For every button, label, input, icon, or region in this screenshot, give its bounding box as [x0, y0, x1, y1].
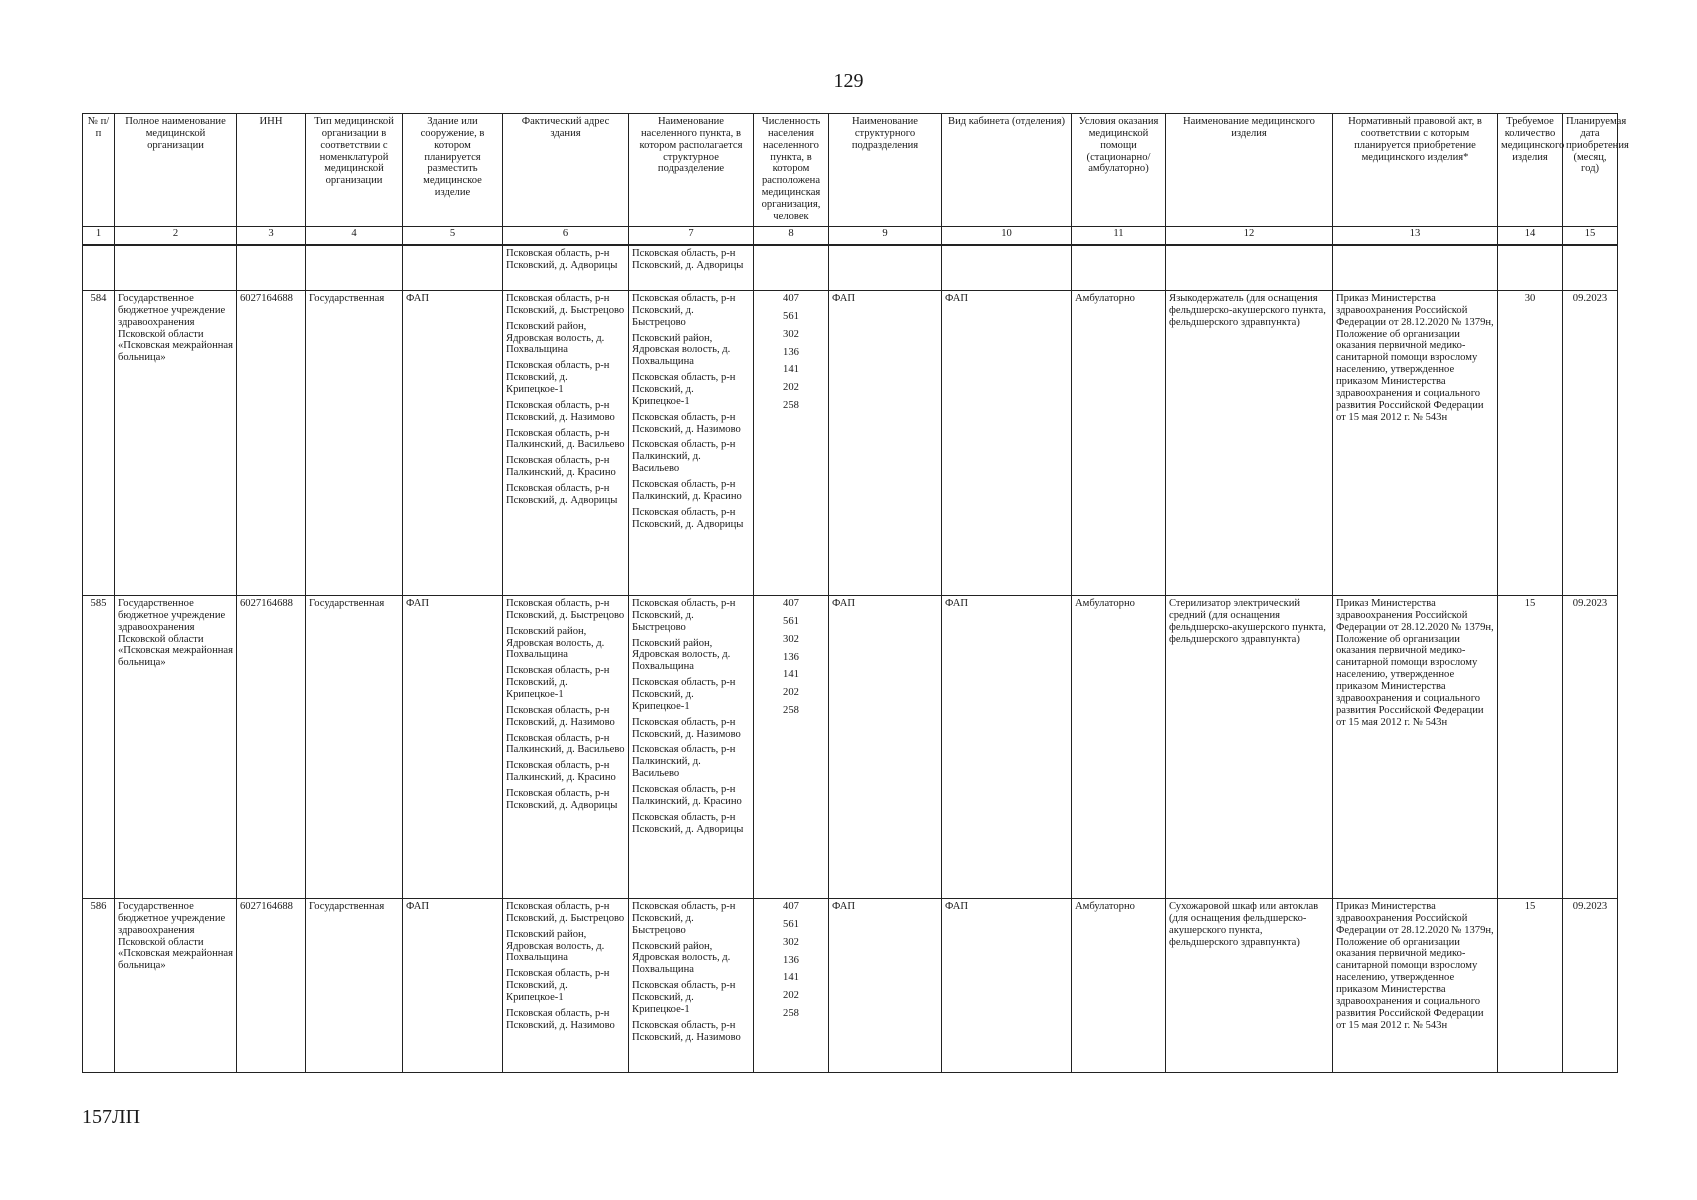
- population-value: 202: [783, 382, 799, 394]
- care-conditions: Амбулаторно: [1072, 899, 1166, 1073]
- header-cell: Тип медицинской организации в соответствии с номенклатурой медицинской организации: [306, 114, 403, 227]
- population-value: 302: [783, 936, 799, 948]
- organization-name: Государственное бюджетное учреждение здравоохранения Псковской области «Псковская межрайонная больница»: [115, 596, 237, 899]
- table-cell: [1166, 245, 1333, 291]
- address-cell: [503, 596, 629, 899]
- settlement-item: Псковская область, р-н Палкинский, д. Красино: [632, 479, 742, 502]
- table-cell: [1563, 245, 1618, 291]
- population-value: 141: [783, 972, 799, 984]
- column-number: 12: [1166, 227, 1333, 246]
- address-item: Псковская область, р-н Псковский, д. Крипецкое-1: [506, 360, 610, 396]
- table-cell: [754, 245, 829, 291]
- column-number: 14: [1498, 227, 1563, 246]
- header-cell: Требуемое количество медицинского изделия: [1498, 114, 1563, 227]
- address-item: Псковская область, р-н Псковский, д. Назимово: [506, 1007, 615, 1031]
- settlement-item: Псковская область, р-н Псковский, д. Быстрецово: [632, 901, 736, 936]
- column-number: 7: [629, 227, 754, 246]
- column-number: 1: [83, 227, 115, 246]
- address-item: Псковская область, р-н Палкинский, д. Красино: [506, 455, 616, 479]
- table-row: [83, 596, 1618, 899]
- quantity-cell: 30: [1498, 291, 1563, 596]
- header-cell: Нормативный правовой акт, в соответствии с которым планируется приобретение медицинского изделия*: [1333, 114, 1498, 227]
- cabinet-type: ФАП: [942, 899, 1072, 1073]
- table-cell: [1333, 245, 1498, 291]
- header-cell: Численность населения населенного пункта, в котором расположена медицинская организация, человек: [754, 114, 829, 227]
- settlement-cell: Псковская область, р-н Псковский, д. Адворицы: [629, 245, 754, 291]
- population-value: 407: [783, 901, 799, 912]
- address-cell: Псковская область, р-н Псковский, д. Адворицы: [503, 245, 629, 291]
- population-cell: [754, 291, 829, 596]
- population-value: 407: [783, 293, 799, 304]
- header-cell: Полное наименование медицинской организации: [115, 114, 237, 227]
- address-item: Псковская область, р-н Псковский, д. Быстрецово: [506, 293, 625, 316]
- building-cell: ФАП: [403, 291, 503, 596]
- population-cell: [754, 596, 829, 899]
- column-number: 6: [503, 227, 629, 246]
- column-number: 3: [237, 227, 306, 246]
- column-number: 11: [1072, 227, 1166, 246]
- structural-unit: ФАП: [829, 899, 942, 1073]
- settlement-cell: [629, 899, 754, 1073]
- address-item: Псковская область, р-н Палкинский, д. Красино: [506, 760, 616, 784]
- header-cell: Вид кабинета (отделения): [942, 114, 1072, 227]
- organization-type: Государственная: [306, 596, 403, 899]
- header-row: [83, 114, 1618, 227]
- continuation-row: [83, 245, 1618, 291]
- population-value: 202: [783, 687, 799, 699]
- population-value: 302: [783, 633, 799, 645]
- settlement-item: Псковская область, р-н Палкинский, д. Васильево: [632, 744, 736, 780]
- table-cell: [83, 245, 115, 291]
- device-name: Стерилизатор электрический средний (для оснащения фельдшерско-акушерского пункта, фельдшерского здравпункта): [1166, 596, 1333, 899]
- device-name: Языкодержатель (для оснащения фельдшерско-акушерского пункта, фельдшерского здравпункта): [1166, 291, 1333, 596]
- settlement-item: Псковская область, р-н Псковский, д. Быстрецово: [632, 293, 736, 328]
- population-value: 136: [783, 651, 799, 663]
- device-name: Сухожаровой шкаф или автоклав (для оснащения фельдшерско-акушерского пункта, фельдшерского здравпункта): [1166, 899, 1333, 1073]
- header-cell: Наименование населенного пункта, в котором располагается структурное подразделение: [629, 114, 754, 227]
- address-item: Псковская область, р-н Псковский, д. Адворицы: [506, 788, 618, 811]
- table-cell: [1498, 245, 1563, 291]
- settlement-cell: [629, 291, 754, 596]
- population-value: 136: [783, 954, 799, 966]
- population-value: 258: [783, 400, 799, 412]
- table-cell: [829, 245, 942, 291]
- address-item: Псковская область, р-н Псковский, д. Назимово: [506, 399, 615, 423]
- structural-unit: ФАП: [829, 291, 942, 596]
- cabinet-type: ФАП: [942, 291, 1072, 596]
- legal-act: Приказ Министерства здравоохранения Российской Федерации от 28.12.2020 № 1379н, Положение об организации оказания первичной медико-санитарной помощи взрослому населению, утвержденное приказом Министерства здравоохранения и социального развития Российской Федерации от 15 мая 2012 г. № 543н: [1333, 899, 1498, 1073]
- organization-type: Государственная: [306, 899, 403, 1073]
- column-number: 8: [754, 227, 829, 246]
- inn-cell: 6027164688: [237, 899, 306, 1073]
- purchase-date: 09.2023: [1563, 291, 1618, 596]
- header-cell: Условия оказания медицинской помощи (стационарно/ амбулаторно): [1072, 114, 1166, 227]
- population-value: 136: [783, 346, 799, 358]
- table-cell: [403, 245, 503, 291]
- organization-type: Государственная: [306, 291, 403, 596]
- settlement-item: Псковский район, Ядровская волость, д. Похвальщина: [632, 940, 731, 976]
- care-conditions: Амбулаторно: [1072, 596, 1166, 899]
- header-cell: Фактический адрес здания: [503, 114, 629, 227]
- header-cell: ИНН: [237, 114, 306, 227]
- table-cell: [115, 245, 237, 291]
- address-item: Псковская область, р-н Псковский, д. Быстрецово: [506, 901, 625, 924]
- address-cell: [503, 291, 629, 596]
- address-item: Псковская область, р-н Псковский, д. Быстрецово: [506, 598, 625, 621]
- population-value: 141: [783, 364, 799, 376]
- purchase-date: 09.2023: [1563, 899, 1618, 1073]
- population-value: 561: [783, 310, 799, 322]
- address-item: Псковская область, р-н Палкинский, д. Васильево: [506, 732, 625, 756]
- address-item: Псковский район, Ядровская волость, д. Похвальщина: [506, 625, 605, 661]
- structural-unit: ФАП: [829, 596, 942, 899]
- settlement-item: Псковский район, Ядровская волость, д. Похвальщина: [632, 332, 731, 368]
- settlement-item: Псковская область, р-н Палкинский, д. Васильево: [632, 439, 736, 475]
- header-cell: № п/п: [83, 114, 115, 227]
- inn-cell: 6027164688: [237, 596, 306, 899]
- row-number: 585: [83, 596, 115, 899]
- population-value: 202: [783, 990, 799, 1002]
- column-number: 10: [942, 227, 1072, 246]
- page-number: 129: [833, 70, 864, 92]
- address-item: Псковская область, р-н Псковский, д. Крипецкое-1: [506, 968, 610, 1004]
- table-row: [83, 291, 1618, 596]
- table-cell: [942, 245, 1072, 291]
- settlement-item: Псковская область, р-н Псковский, д. Адворицы: [632, 811, 744, 835]
- row-number: 584: [83, 291, 115, 596]
- header-cell: Здание или сооружение, в котором планируется разместить медицинское изделие: [403, 114, 503, 227]
- document-code: 157ЛП: [82, 1106, 141, 1128]
- settlement-item: Псковская область, р-н Псковский, д. Крипецкое-1: [632, 372, 736, 407]
- quantity-cell: 15: [1498, 899, 1563, 1073]
- address-item: Псковский район, Ядровская волость, д. Похвальщина: [506, 928, 605, 964]
- column-number: 2: [115, 227, 237, 246]
- address-item: Псковская область, р-н Псковский, д. Адворицы: [506, 483, 618, 506]
- organization-name: Государственное бюджетное учреждение здравоохранения Псковской области «Псковская межрайонная больница»: [115, 899, 237, 1073]
- building-cell: ФАП: [403, 899, 503, 1073]
- row-number: 586: [83, 899, 115, 1073]
- settlement-item: Псковская область, р-н Псковский, д. Быстрецово: [632, 598, 736, 633]
- population-cell: [754, 899, 829, 1073]
- quantity-cell: 15: [1498, 596, 1563, 899]
- column-number: 4: [306, 227, 403, 246]
- address-item: Псковский район, Ядровская волость, д. Похвальщина: [506, 320, 605, 356]
- care-conditions: Амбулаторно: [1072, 291, 1166, 596]
- settlement-item: Псковский район, Ядровская волость, д. Похвальщина: [632, 637, 731, 673]
- legal-act: Приказ Министерства здравоохранения Российской Федерации от 28.12.2020 № 1379н, Положение об организации оказания первичной медико-санитарной помощи взрослому населению, утвержденное приказом Министерства здравоохранения и социального развития Российской Федерации от 15 мая 2012 г. № 543н: [1333, 291, 1498, 596]
- address-item: Псковская область, р-н Палкинский, д. Васильево: [506, 427, 625, 451]
- population-value: 561: [783, 615, 799, 627]
- population-value: 141: [783, 669, 799, 681]
- population-value: 407: [783, 598, 799, 609]
- population-value: 561: [783, 918, 799, 930]
- settlement-item: Псковская область, р-н Псковский, д. Адворицы: [632, 506, 744, 530]
- settlement-item: Псковская область, р-н Псковский, д. Крипецкое-1: [632, 677, 736, 712]
- header-cell: Наименование медицинского изделия: [1166, 114, 1333, 227]
- address-item: Псковская область, р-н Псковский, д. Крипецкое-1: [506, 665, 610, 701]
- address-item: Псковская область, р-н Псковский, д. Назимово: [506, 704, 615, 728]
- settlement-item: Псковская область, р-н Псковский, д. Крипецкое-1: [632, 980, 736, 1015]
- table-row: [83, 899, 1618, 1073]
- settlement-cell: [629, 596, 754, 899]
- header-cell: Планируемая дата приобретения (месяц, год): [1563, 114, 1618, 227]
- header-cell: Наименование структурного подразделения: [829, 114, 942, 227]
- column-number-row: [83, 227, 1618, 246]
- organization-name: Государственное бюджетное учреждение здравоохранения Псковской области «Псковская межрайонная больница»: [115, 291, 237, 596]
- address-cell: [503, 899, 629, 1073]
- settlement-item: Псковская область, р-н Псковский, д. Назимово: [632, 716, 741, 740]
- settlement-item: Псковская область, р-н Псковский, д. Назимово: [632, 1019, 741, 1043]
- table-cell: [1072, 245, 1166, 291]
- legal-act: Приказ Министерства здравоохранения Российской Федерации от 28.12.2020 № 1379н, Положение об организации оказания первичной медико-санитарной помощи взрослому населению, утвержденное приказом Министерства здравоохранения и социального развития Российской Федерации от 15 мая 2012 г. № 543н: [1333, 596, 1498, 899]
- purchase-date: 09.2023: [1563, 596, 1618, 899]
- column-number: 5: [403, 227, 503, 246]
- medical-devices-table: [82, 113, 1629, 1073]
- population-value: 258: [783, 705, 799, 717]
- column-number: 13: [1333, 227, 1498, 246]
- column-number: 9: [829, 227, 942, 246]
- building-cell: ФАП: [403, 596, 503, 899]
- settlement-item: Псковская область, р-н Псковский, д. Назимово: [632, 411, 741, 435]
- cabinet-type: ФАП: [942, 596, 1072, 899]
- table-cell: [237, 245, 306, 291]
- column-number: 15: [1563, 227, 1618, 246]
- settlement-item: Псковская область, р-н Палкинский, д. Красино: [632, 784, 742, 807]
- population-value: 258: [783, 1008, 799, 1020]
- inn-cell: 6027164688: [237, 291, 306, 596]
- table-cell: [306, 245, 403, 291]
- population-value: 302: [783, 328, 799, 340]
